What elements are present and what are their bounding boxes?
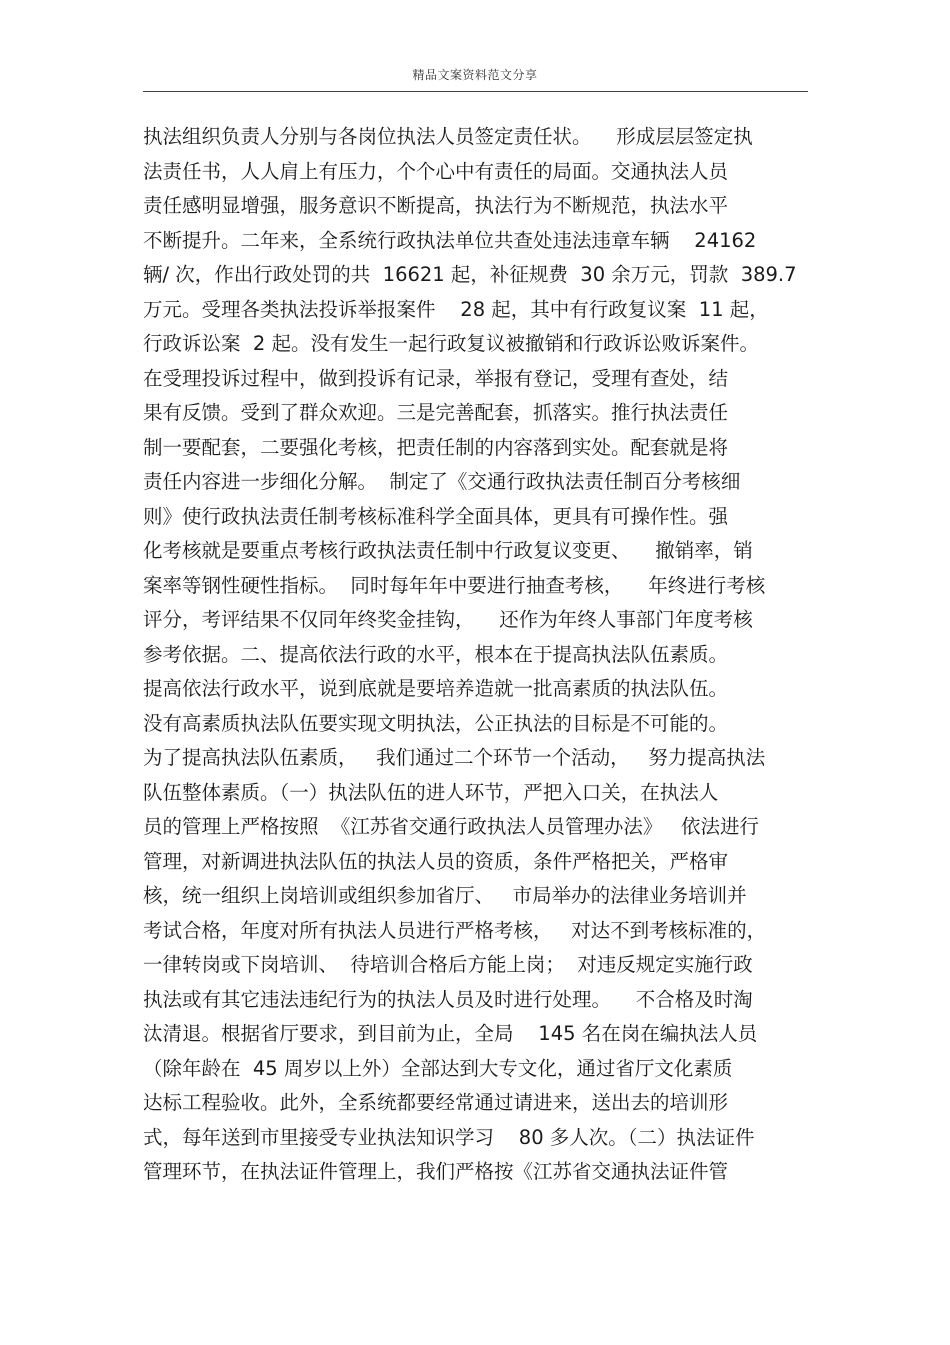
text-line-30: 式，每年送到市里接受专业执法知识学习 80 多人次。（二）执法证件 [143, 1125, 755, 1149]
text-line-27: 汰清退。根据省厅要求，到目前为止，全局 145 名在岗在编执法人员 [143, 1022, 758, 1045]
text-line-22: 管理，对新调进执法队伍的执法人员的资质，条件严格把关，严格审 [143, 849, 729, 873]
text-line-1: 执法组织负责人分别与各岗位执法人员签定责任状。 形成层层签定执 [143, 125, 753, 148]
text-line-3: 责任感明显增强，服务意识不断提高，执法行为不断规范，执法水平 [143, 194, 729, 217]
document-body [143, 120, 813, 1190]
header-divider [143, 91, 808, 92]
text-line-11: 责任内容进一步细化分解。 制定了《交通行政执法责任制百分考核细 [143, 470, 741, 493]
text-line-5: 辆/ 次，作出行政处罚的共 16621 起，补征规费 30 余万元，罚款 389.7 [143, 263, 797, 286]
text-line-12: 则》使行政执法责任制考核标准科学全面具体，更具有可操作性。强 [143, 504, 729, 528]
text-line-24: 考试合格，年度对所有执法人员进行严格考核， 对达不到考核标准的， [143, 918, 767, 942]
text-line-16: 参考依据。二、提高依法行政的水平，根本在于提高执法队伍素质。 [143, 642, 729, 666]
text-line-26: 执法或有其它违法违纪行为的执法人员及时进行处理。 不合格及时淘 [143, 987, 753, 1011]
text-line-18: 没有高素质执法队伍要实现文明执法，公正执法的目标是不可能的。 [143, 711, 729, 735]
text-line-17: 提高依法行政水平，说到底就是要培养造就一批高素质的执法队伍。 [143, 677, 729, 700]
text-line-14: 案率等钢性硬性指标。 同时每年年中要进行抽查考核， 年终进行考核 [143, 573, 766, 597]
text-line-10: 制一要配套，二要强化考核，把责任制的内容落到实处。配套就是将 [143, 435, 729, 459]
text-line-23: 核，统一组织上岗培训或组织参加省厅、 市局举办的法律业务培训并 [143, 884, 747, 907]
text-line-7: 行政诉讼案 2 起。没有发生一起行政复议被撤销和行政诉讼败诉案件。 [143, 332, 760, 355]
text-line-13: 化考核就是要重点考核行政执法责任制中行政复议变更、 撤销率，销 [143, 539, 753, 562]
text-line-15: 评分，考评结果不仅同年终奖金挂钩， 还作为年终人事部门年度考核 [143, 608, 753, 631]
text-line-25: 一律转岗或下岗培训、 待培训合格后方能上岗； 对违反规定实施行政 [143, 953, 753, 976]
text-line-6: 万元。受理各类执法投诉举报案件 28 起，其中有行政复议案 11 起， [143, 297, 769, 321]
text-line-8: 在受理投诉过程中，做到投诉有记录，举报有登记，受理有查处，结 [143, 366, 729, 390]
page-header: 精品文案资料范文分享 [412, 68, 538, 82]
text-line-28: （除年龄在 45 周岁以上外）全部达到大专文化，通过省厅文化素质 [143, 1056, 733, 1080]
text-line-29: 达标工程验收。此外，全系统都要经常通过请进来，送出去的培训形 [143, 1091, 729, 1114]
text-line-4: 不断提升。二年来，全系统行政执法单位共查处违法违章车辆 24162 [143, 228, 757, 252]
text-line-2: 法责任书，人人肩上有压力，个个心中有责任的局面。交通执法人员 [143, 159, 729, 183]
text-line-9: 果有反馈。受到了群众欢迎。三是完善配套，抓落实。推行执法责任 [143, 401, 729, 424]
text-line-31: 管理环节，在执法证件管理上，我们严格按《江苏省交通执法证件管 [143, 1160, 729, 1183]
text-line-21: 员的管理上严格按照 《江苏省交通行政执法人员管理办法》 依法进行 [143, 815, 759, 838]
text-line-19: 为了提高执法队伍素质， 我们通过二个环节一个活动， 努力提高执法 [143, 746, 766, 769]
text-line-20: 队伍整体素质。（一）执法队伍的进人环节，严把入口关，在执法人 [143, 780, 719, 804]
